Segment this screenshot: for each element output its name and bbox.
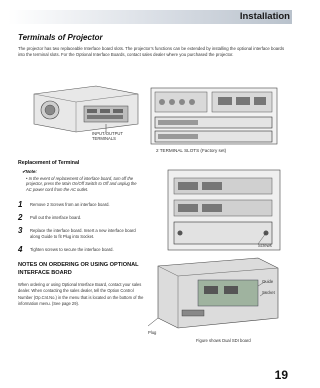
step-text: Tighten screws to secure the interface board. [30,247,114,252]
terminal-panel-illustration [150,87,278,145]
note-text: • In the event of replacement of interface board, turn off the projector, press the Main On/Off Switch to Off and unplug the AC power cord from the AC outlet. [26,176,137,192]
step-text: Replace the interface board. Insert a new interface board along Guide to fit Plug into Socket. [30,228,136,240]
io-terminals-label: INPUT/OUTPUT TERMINALS [92,131,123,141]
projector-illustration [26,80,146,136]
note-label: ✔Note: [22,169,37,174]
socket-label: Socket [262,290,275,295]
step-number: 3 [18,226,23,235]
screws-label: Screws [258,243,272,248]
plug-label: Plug [148,330,157,335]
section-header: Installation [239,11,290,22]
ordering-text: When ordering or using Optional Interface Board, contact your sales dealer. When contacting the sales dealer, tell the Option Control Number (Op.Cnt.No.) in the menu that is located on the bottom of the information menu. (See page 29). [18,282,144,306]
step-text: Pull out the interface board. [30,215,82,220]
page-title: Terminals of Projector [18,33,103,42]
step-text: Remove 2 Screws from an interface board. [30,202,110,207]
intro-paragraph: The projector has two replaceable Interface board slots. The projector’s functions can be extended by installing the optional interface boards into the terminal slots. For the Optional Interface Boards, contact sales dealer where you purchased the projector. [18,46,285,58]
ordering-title: NOTES ON ORDERING OR USING OPTIONAL INTERFACE BOARD [18,262,139,276]
figure-caption: Figure shows Dual SDI board [196,338,251,343]
replacement-title: Replacement of Terminal [18,160,80,166]
page-number: 19 [274,368,288,382]
interface-board-illustration [138,168,284,340]
step-number: 4 [18,245,23,254]
step-number: 1 [18,200,23,209]
terminal-slots-label: 2 TERMINAL SLOTS (Factory set) [156,148,227,153]
guide-label: Guide [262,279,274,284]
step-number: 2 [18,213,23,222]
